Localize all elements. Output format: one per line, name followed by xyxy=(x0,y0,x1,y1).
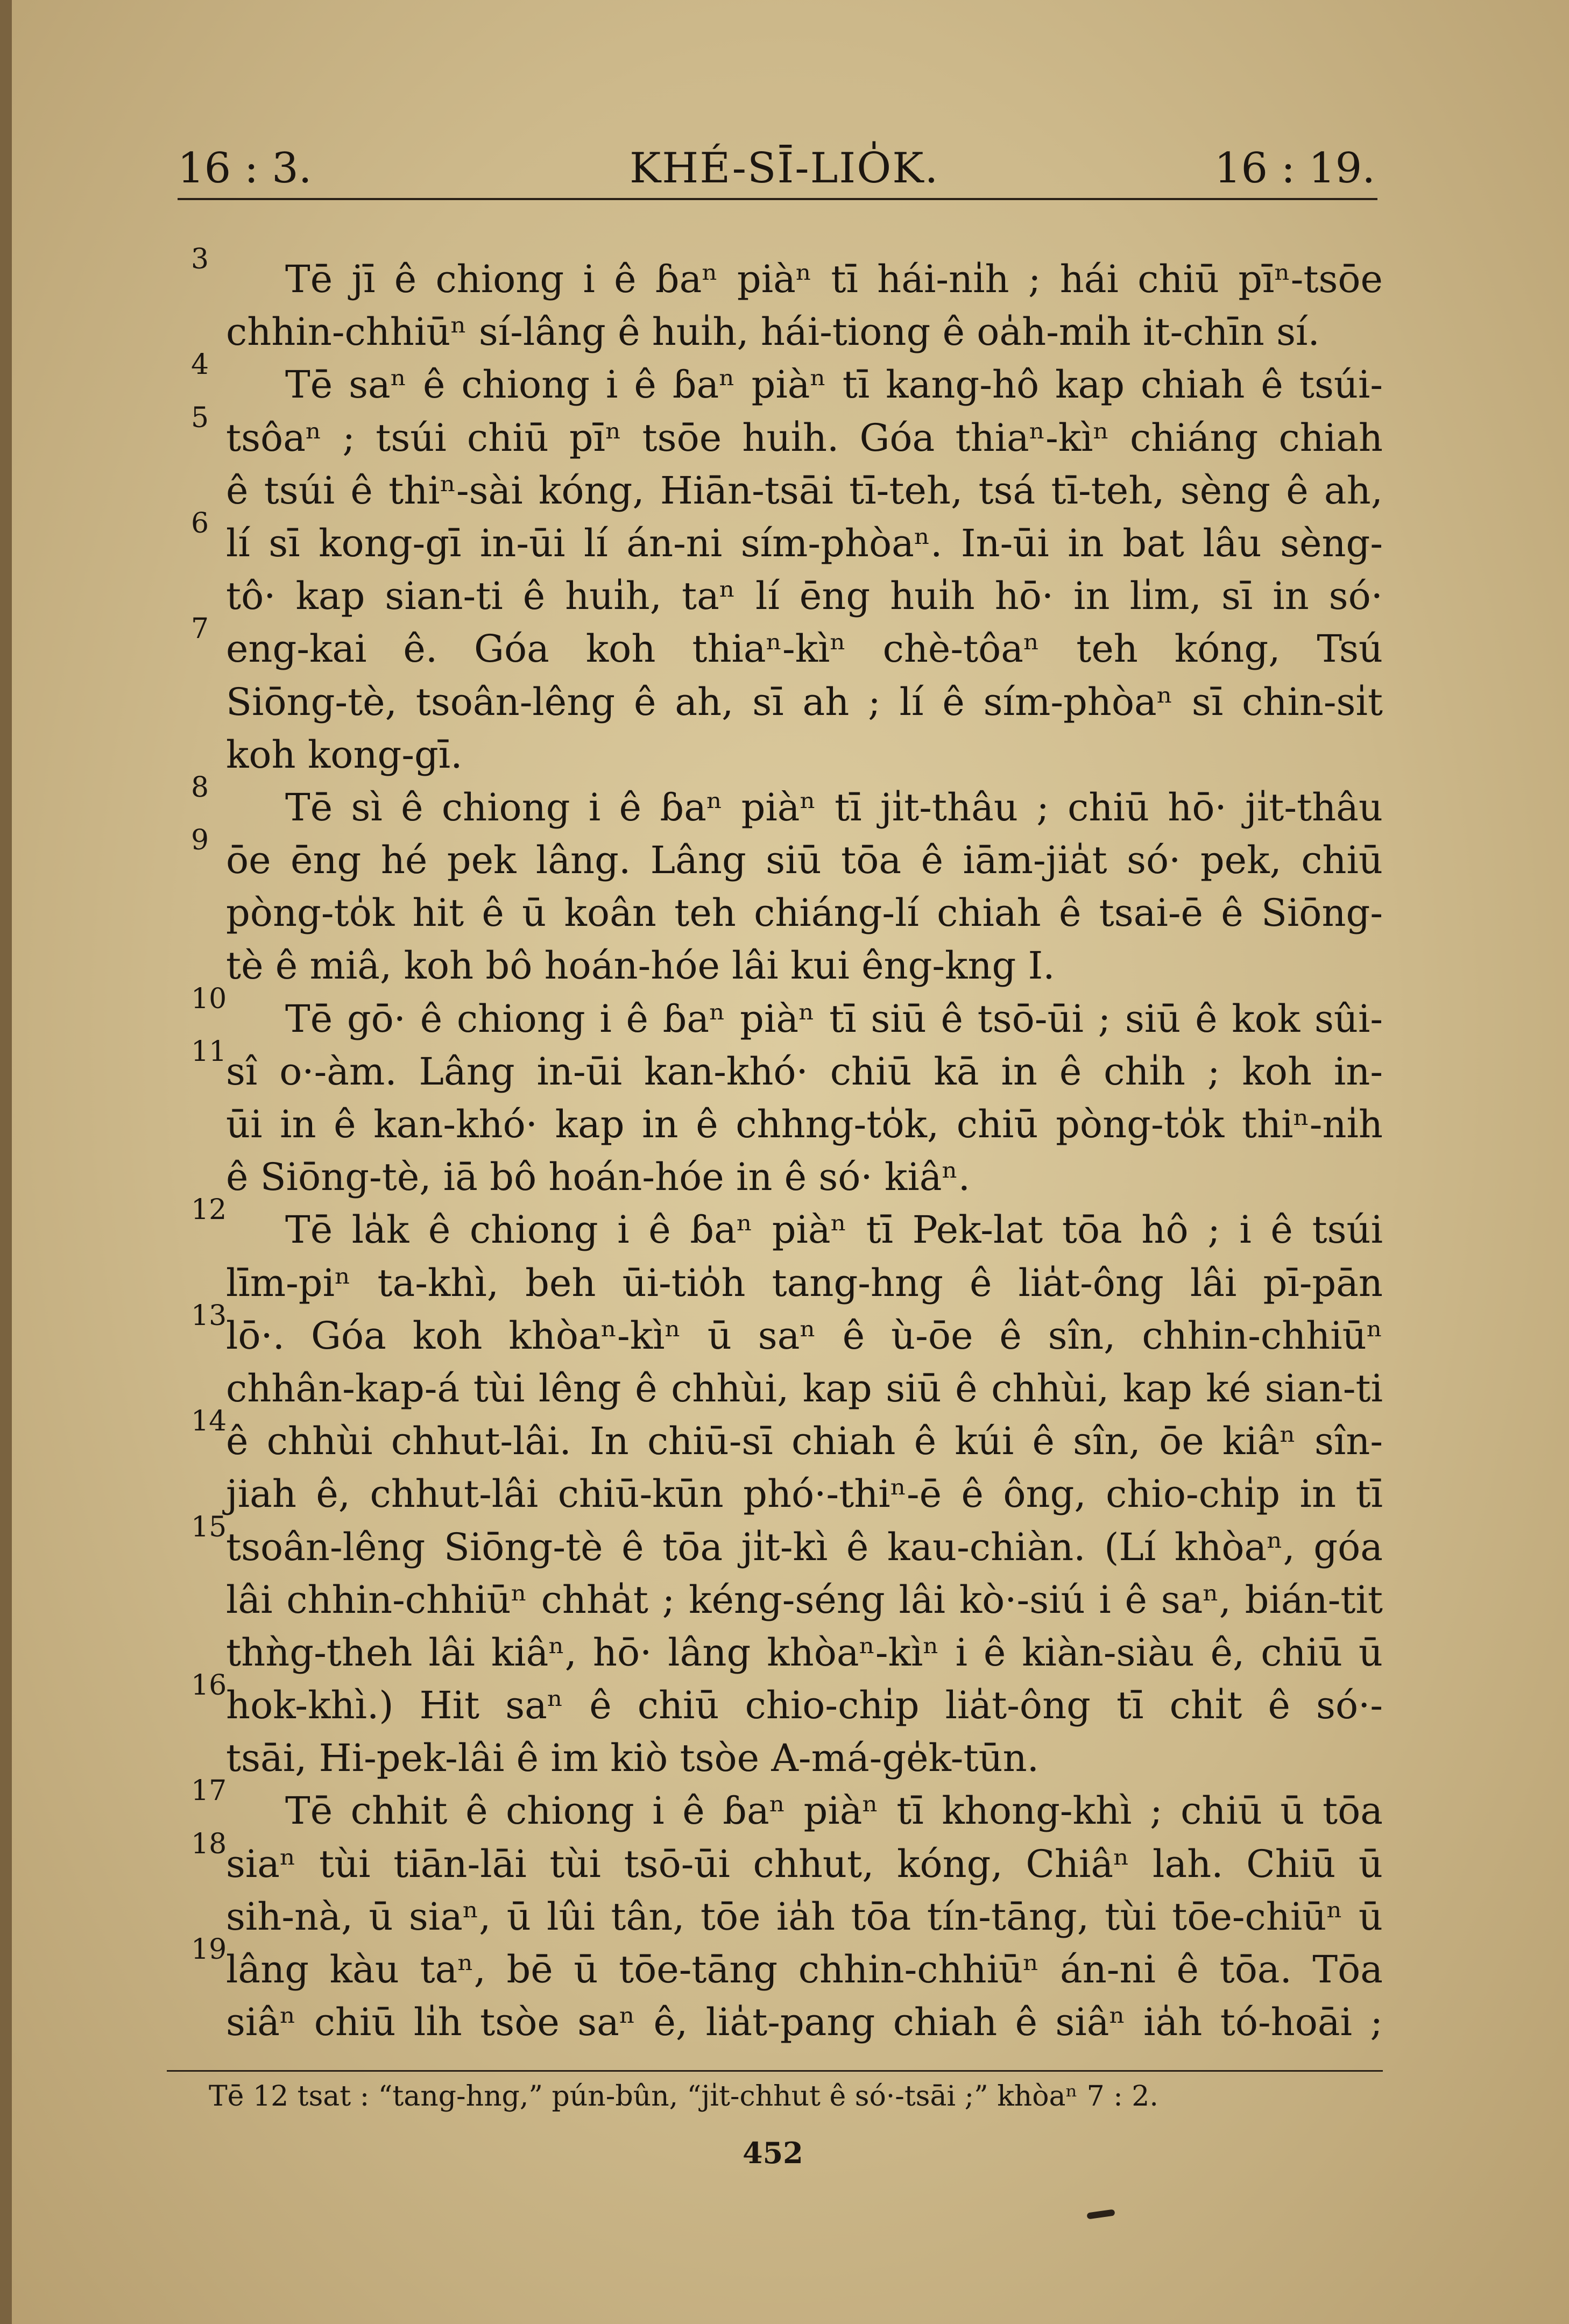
scripture-text xyxy=(175,243,1383,2049)
text-line xyxy=(175,1933,1383,1996)
text-line xyxy=(175,1827,1383,1890)
text-line xyxy=(175,1035,1383,1098)
text-line xyxy=(175,1151,1383,1203)
verse-number: 6 xyxy=(191,507,209,540)
verse-number: 15 xyxy=(191,1511,227,1543)
text-line xyxy=(175,1257,1383,1309)
header-left-reference: 16 : 3. xyxy=(178,144,312,193)
line-text: lí sī kong-gī in-ūi lí án-ni sím-phòaⁿ. In-ūi in bat lâu sèng- xyxy=(226,521,1383,565)
text-line xyxy=(175,613,1383,675)
line-text: lō·. Góa koh khòaⁿ-kìⁿ ū saⁿ ê ù-ōe ê sîn, chhin-chhiūⁿ xyxy=(226,1313,1383,1358)
page-number: 452 xyxy=(743,2136,803,2170)
text-line xyxy=(175,401,1383,464)
line-text: lâi chhin-chhiūⁿ chha̍t ; kéng-séng lâi kò·-siú i ê saⁿ, bián-tit xyxy=(226,1577,1383,1622)
line-text: Tē chhit ê chiong i ê ɓaⁿ piàⁿ tī khong-khì ; chiū ū tōa xyxy=(285,1789,1383,1833)
line-text: siâⁿ chiū li̍h tsòe saⁿ ê, lia̍t-pang chiah ê siâⁿ ia̍h tó-hoāi ; xyxy=(226,2000,1383,2045)
line-text: eng-kai ê. Góa koh thiaⁿ-kìⁿ chè-tôaⁿ teh kóng, Tsú xyxy=(226,627,1383,671)
line-text: tsāi, Hi-pek-lâi ê im kiò tsòe A-má-ge̍k-tūn. xyxy=(226,1736,1039,1781)
verse-number: 17 xyxy=(191,1775,227,1808)
text-line xyxy=(175,728,1383,781)
text-line xyxy=(175,887,1383,939)
footnote-rule xyxy=(167,2070,1383,2072)
text-line xyxy=(175,676,1383,728)
text-line xyxy=(175,306,1383,358)
line-text: sih-nà, ū siaⁿ, ū lûi tân, tōe ia̍h tōa tín-tāng, tùi tōe-chiūⁿ ū xyxy=(226,1894,1383,1939)
header-rule xyxy=(178,198,1377,200)
text-line xyxy=(175,570,1383,622)
text-line xyxy=(175,1511,1383,1574)
line-text: tè ê miâ, koh bô hoán-hóe lâi kui êng-kng I. xyxy=(226,944,1055,988)
verse-number: 9 xyxy=(191,824,209,857)
verse-number: 11 xyxy=(191,1035,227,1068)
line-text: hok-khì.) Hit saⁿ ê chiū chio-chi̍p lia̍t-ông tī chi̍t ê só·- xyxy=(226,1683,1383,1728)
text-line xyxy=(175,1299,1383,1362)
line-text: Tē jī ê chiong i ê ɓaⁿ piàⁿ tī hái-ni̍h ; hái chiū pīⁿ-tsōe xyxy=(285,257,1383,301)
text-line xyxy=(175,1890,1383,1943)
verse-number: 5 xyxy=(191,401,209,434)
text-line xyxy=(175,1405,1383,1468)
line-text: Tē sì ê chiong i ê ɓaⁿ piàⁿ tī ji̍t-thâu ; chiū hō· ji̍t-thâu xyxy=(285,785,1383,830)
line-text: Tē gō· ê chiong i ê ɓaⁿ piàⁿ tī siū ê tsō-ūi ; siū ê kok sûi- xyxy=(285,996,1383,1041)
verse-number: 12 xyxy=(191,1194,227,1227)
line-text: sî o·-àm. Lâng in-ūi kan-khó· chiū kā in ê chi̍h ; koh in- xyxy=(226,1049,1383,1094)
verse-number: 4 xyxy=(191,349,209,381)
text-line xyxy=(175,464,1383,517)
verse-number: 10 xyxy=(191,982,227,1015)
line-text: tsôaⁿ ; tsúi chiū pīⁿ tsōe hui̍h. Góa thiaⁿ-kìⁿ chiáng chiah xyxy=(226,415,1383,460)
page-edge xyxy=(0,0,12,2324)
ink-smudge xyxy=(1086,2209,1115,2219)
text-line xyxy=(175,939,1383,992)
verse-number: 14 xyxy=(191,1405,227,1438)
line-text: chhin-chhiūⁿ sí-lâng ê hui̍h, hái-tiong ê oa̍h-mi̍h it-chīn sí. xyxy=(226,310,1320,355)
line-text: Tē la̍k ê chiong i ê ɓaⁿ piàⁿ tī Pek-lat tōa hô ; i ê tsúi xyxy=(285,1208,1383,1252)
text-line xyxy=(175,349,1383,411)
header-right-reference: 16 : 19. xyxy=(1214,144,1375,193)
line-text: līm-piⁿ ta-khì, beh ūi-tio̍h tang-hng ê lia̍t-ông lâi pī-pān xyxy=(226,1260,1383,1305)
header-book-title: KHÉ-SĪ-LIO̍K. xyxy=(630,144,939,193)
verse-number: 7 xyxy=(191,613,209,646)
text-line xyxy=(175,243,1383,306)
text-line xyxy=(175,1468,1383,1520)
line-text: koh kong-gī. xyxy=(226,732,463,777)
text-line xyxy=(175,1669,1383,1732)
text-line xyxy=(175,1775,1383,1837)
line-text: pòng-to̍k hit ê ū koân teh chiáng-lí chiah ê tsai-ē ê Siōng- xyxy=(226,891,1383,936)
text-line xyxy=(175,771,1383,834)
line-text: lâng kàu taⁿ, bē ū tōe-tāng chhin-chhiūⁿ án-ni ê tōa. Tōa xyxy=(226,1947,1383,1992)
line-text: ūi in ê kan-khó· kap in ê chhng-to̍k, chiū pòng-to̍k thiⁿ-ni̍h xyxy=(226,1102,1383,1146)
verse-number: 13 xyxy=(191,1299,227,1332)
line-text: ōe ēng hé pek lâng. Lâng siū tōa ê iām-jia̍t só· pek, chiū xyxy=(226,838,1383,883)
verse-number: 16 xyxy=(191,1669,227,1702)
line-text: siaⁿ tùi tiān-lāi tùi tsō-ūi chhut, kóng, Chiâⁿ lah. Chiū ū xyxy=(226,1841,1383,1886)
verse-number: 19 xyxy=(191,1933,227,1966)
text-line xyxy=(175,982,1383,1045)
verse-number: 3 xyxy=(191,243,209,275)
verse-number: 18 xyxy=(191,1827,227,1860)
line-text: Siōng-tè, tsoân-lêng ê ah, sī ah ; lí ê sím-phòaⁿ sī chin-si̍t xyxy=(226,679,1383,724)
text-line xyxy=(175,1574,1383,1626)
line-text: ê Siōng-tè, iā bô hoán-hóe in ê só· kiâⁿ. xyxy=(226,1155,970,1200)
text-line xyxy=(175,1626,1383,1679)
line-text: tô· kap sian-ti ê hui̍h, taⁿ lí ēng hui̍h hō· in li̍m, sī in só· xyxy=(226,574,1383,619)
running-header xyxy=(0,144,1569,203)
text-line xyxy=(175,1996,1383,2049)
text-line xyxy=(175,824,1383,887)
text-line xyxy=(175,507,1383,570)
text-line xyxy=(175,1732,1383,1784)
text-line xyxy=(175,1362,1383,1415)
line-text: ê tsúi ê thiⁿ-sài kóng, Hiān-tsāi tī-teh, tsá tī-teh, sèng ê ah, xyxy=(226,468,1383,513)
line-text: ê chhùi chhut-lâi. In chiū-sī chiah ê kúi ê sîn, ōe kiâⁿ sîn- xyxy=(226,1419,1383,1464)
line-text: thǹg-theh lâi kiâⁿ, hō· lâng khòaⁿ-kìⁿ i ê kiàn-siàu ê, chiū ū xyxy=(226,1630,1383,1675)
text-line xyxy=(175,1098,1383,1151)
line-text: jiah ê, chhut-lâi chiū-kūn phó·-thiⁿ-ē ê ông, chio-chi̍p in tī xyxy=(226,1472,1383,1517)
line-text: Tē saⁿ ê chiong i ê ɓaⁿ piàⁿ tī kang-hô kap chiah ê tsúi- xyxy=(285,363,1383,407)
line-text: chhân-kap-á tùi lêng ê chhùi, kap siū ê chhùi, kap ké sian-ti xyxy=(226,1366,1383,1411)
line-text: tsoân-lêng Siōng-tè ê tōa ji̍t-kì ê kau-chiàn. (Lí khòaⁿ, góa xyxy=(226,1525,1383,1569)
footnote: Tē 12 tsat : “tang-hng,” pún-bûn, “ji̍t-chhut ê só·-tsāi ;” khòaⁿ 7 : 2. xyxy=(209,2080,1158,2113)
verse-number: 8 xyxy=(191,771,209,804)
text-line xyxy=(175,1194,1383,1256)
